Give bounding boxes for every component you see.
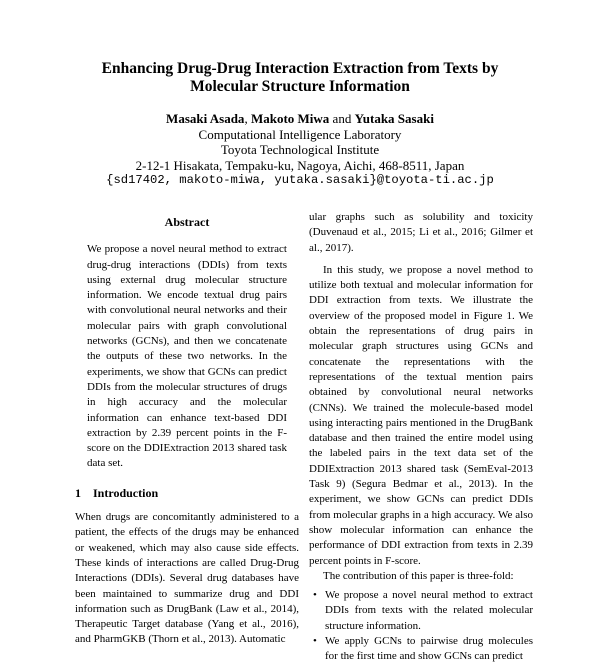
body-paragraph: In this study, we propose a novel method to utilize both textual and molecular information for DDI extraction from texts. We illustrate the overview of the proposed model in Figure 1. We obtain the representations of drug pairs in molecular graph structures using GCNs and concatenate the representations with the representations of the textual mention pairs obtained by convolutional neural networks (CNNs). We trained the molecule-based model using interacting pairs mentioned in the DrugBank database and then trained the entire model using the labeled pairs in the text data set of the DDIExtraction 2013 shared task (SemEval-2013 Task 9) (Segura Bedmar et al., 2013). In the experiment, we show GCNs can predict DDIs from molecular graphs in a high accuracy. We also show molecular information can enhance the performance of DDI extraction from texts in 2.39 percent points in F-score. — [309, 263, 533, 567]
author-separator: , — [244, 111, 251, 126]
abstract-text: We propose a novel neural method to extract drug-drug interactions (DDIs) from texts using external drug molecular structure information. We encode textual drug pairs with convolutional neural networks and their molecular pairs with graph convolutional networks (GCNs), and then we concatenate the outputs of these two networks. In the experiments, we show that GCNs can predict DDIs from the molecular structures of drugs in high accuracy and the molecular information can enhance text-based DDI extraction by 2.39 percent points in the F-score on the DDIExtraction 2013 shared task data set. — [87, 243, 287, 470]
contribution-intro: The contribution of this paper is three-fold: — [323, 569, 514, 582]
bullet-icon: • — [313, 589, 317, 602]
list-item-text: We apply GCNs to pairwise drug molecules for the first time and show GCNs can predict — [325, 635, 533, 663]
left-column — [75, 210, 299, 648]
bullet-icon: • — [313, 635, 317, 648]
list-item — [309, 588, 533, 634]
author-names — [0, 111, 600, 127]
author-name: Yutaka Sasaki — [354, 111, 434, 126]
affiliation-line: Toyota Technological Institute — [220, 142, 380, 157]
list-item — [309, 634, 533, 665]
title-line: Enhancing Drug-Drug Interaction Extraction from Texts by — [101, 60, 499, 77]
author-name: Masaki Asada — [166, 111, 245, 126]
title-line: Molecular Structure Information — [190, 78, 410, 95]
section-heading — [75, 486, 299, 501]
author-block — [0, 111, 600, 189]
affiliation-line: 2-12-1 Hisakata, Tempaku-ku, Nagoya, Aichi, 468-8511, Japan — [135, 157, 465, 173]
list-item-text: We propose a novel neural method to extract DDIs from texts with the related molecular structure information. — [325, 589, 533, 632]
section-number: 1 — [75, 485, 81, 500]
author-name: Makoto Miwa — [250, 111, 330, 126]
introduction-paragraph: When drugs are concomitantly administered to a patient, the effects of the drugs may be enhanced or weakened, which may also cause side effects. These kinds of interactions are called Drug-Drug Interactions (DDIs). Several drug databases have been maintained to summarize drug and DDI information such as DrugBank (Law et al., 2014), Therapeutic Target database (Yang et al., 2016), and PharmGKB (Thorn et al., 2013). Automatic — [75, 511, 299, 646]
affiliation-line: Computational Intelligence Laboratory — [198, 126, 402, 142]
author-separator: and — [329, 111, 355, 126]
section-title: Introduction — [93, 485, 159, 500]
right-column — [309, 210, 533, 665]
abstract-body — [75, 242, 299, 471]
author-email: {sd17402, makoto-miwa, yutaka.sasaki}@toyota-ti.ac.jp — [106, 173, 494, 187]
paper-title — [0, 60, 600, 96]
abstract-heading: Abstract — [164, 215, 210, 229]
continued-paragraph: ular graphs such as solubility and toxicity (Duvenaud et al., 2015; Li et al., 2016; Gilmer et al., 2017). — [309, 211, 533, 254]
